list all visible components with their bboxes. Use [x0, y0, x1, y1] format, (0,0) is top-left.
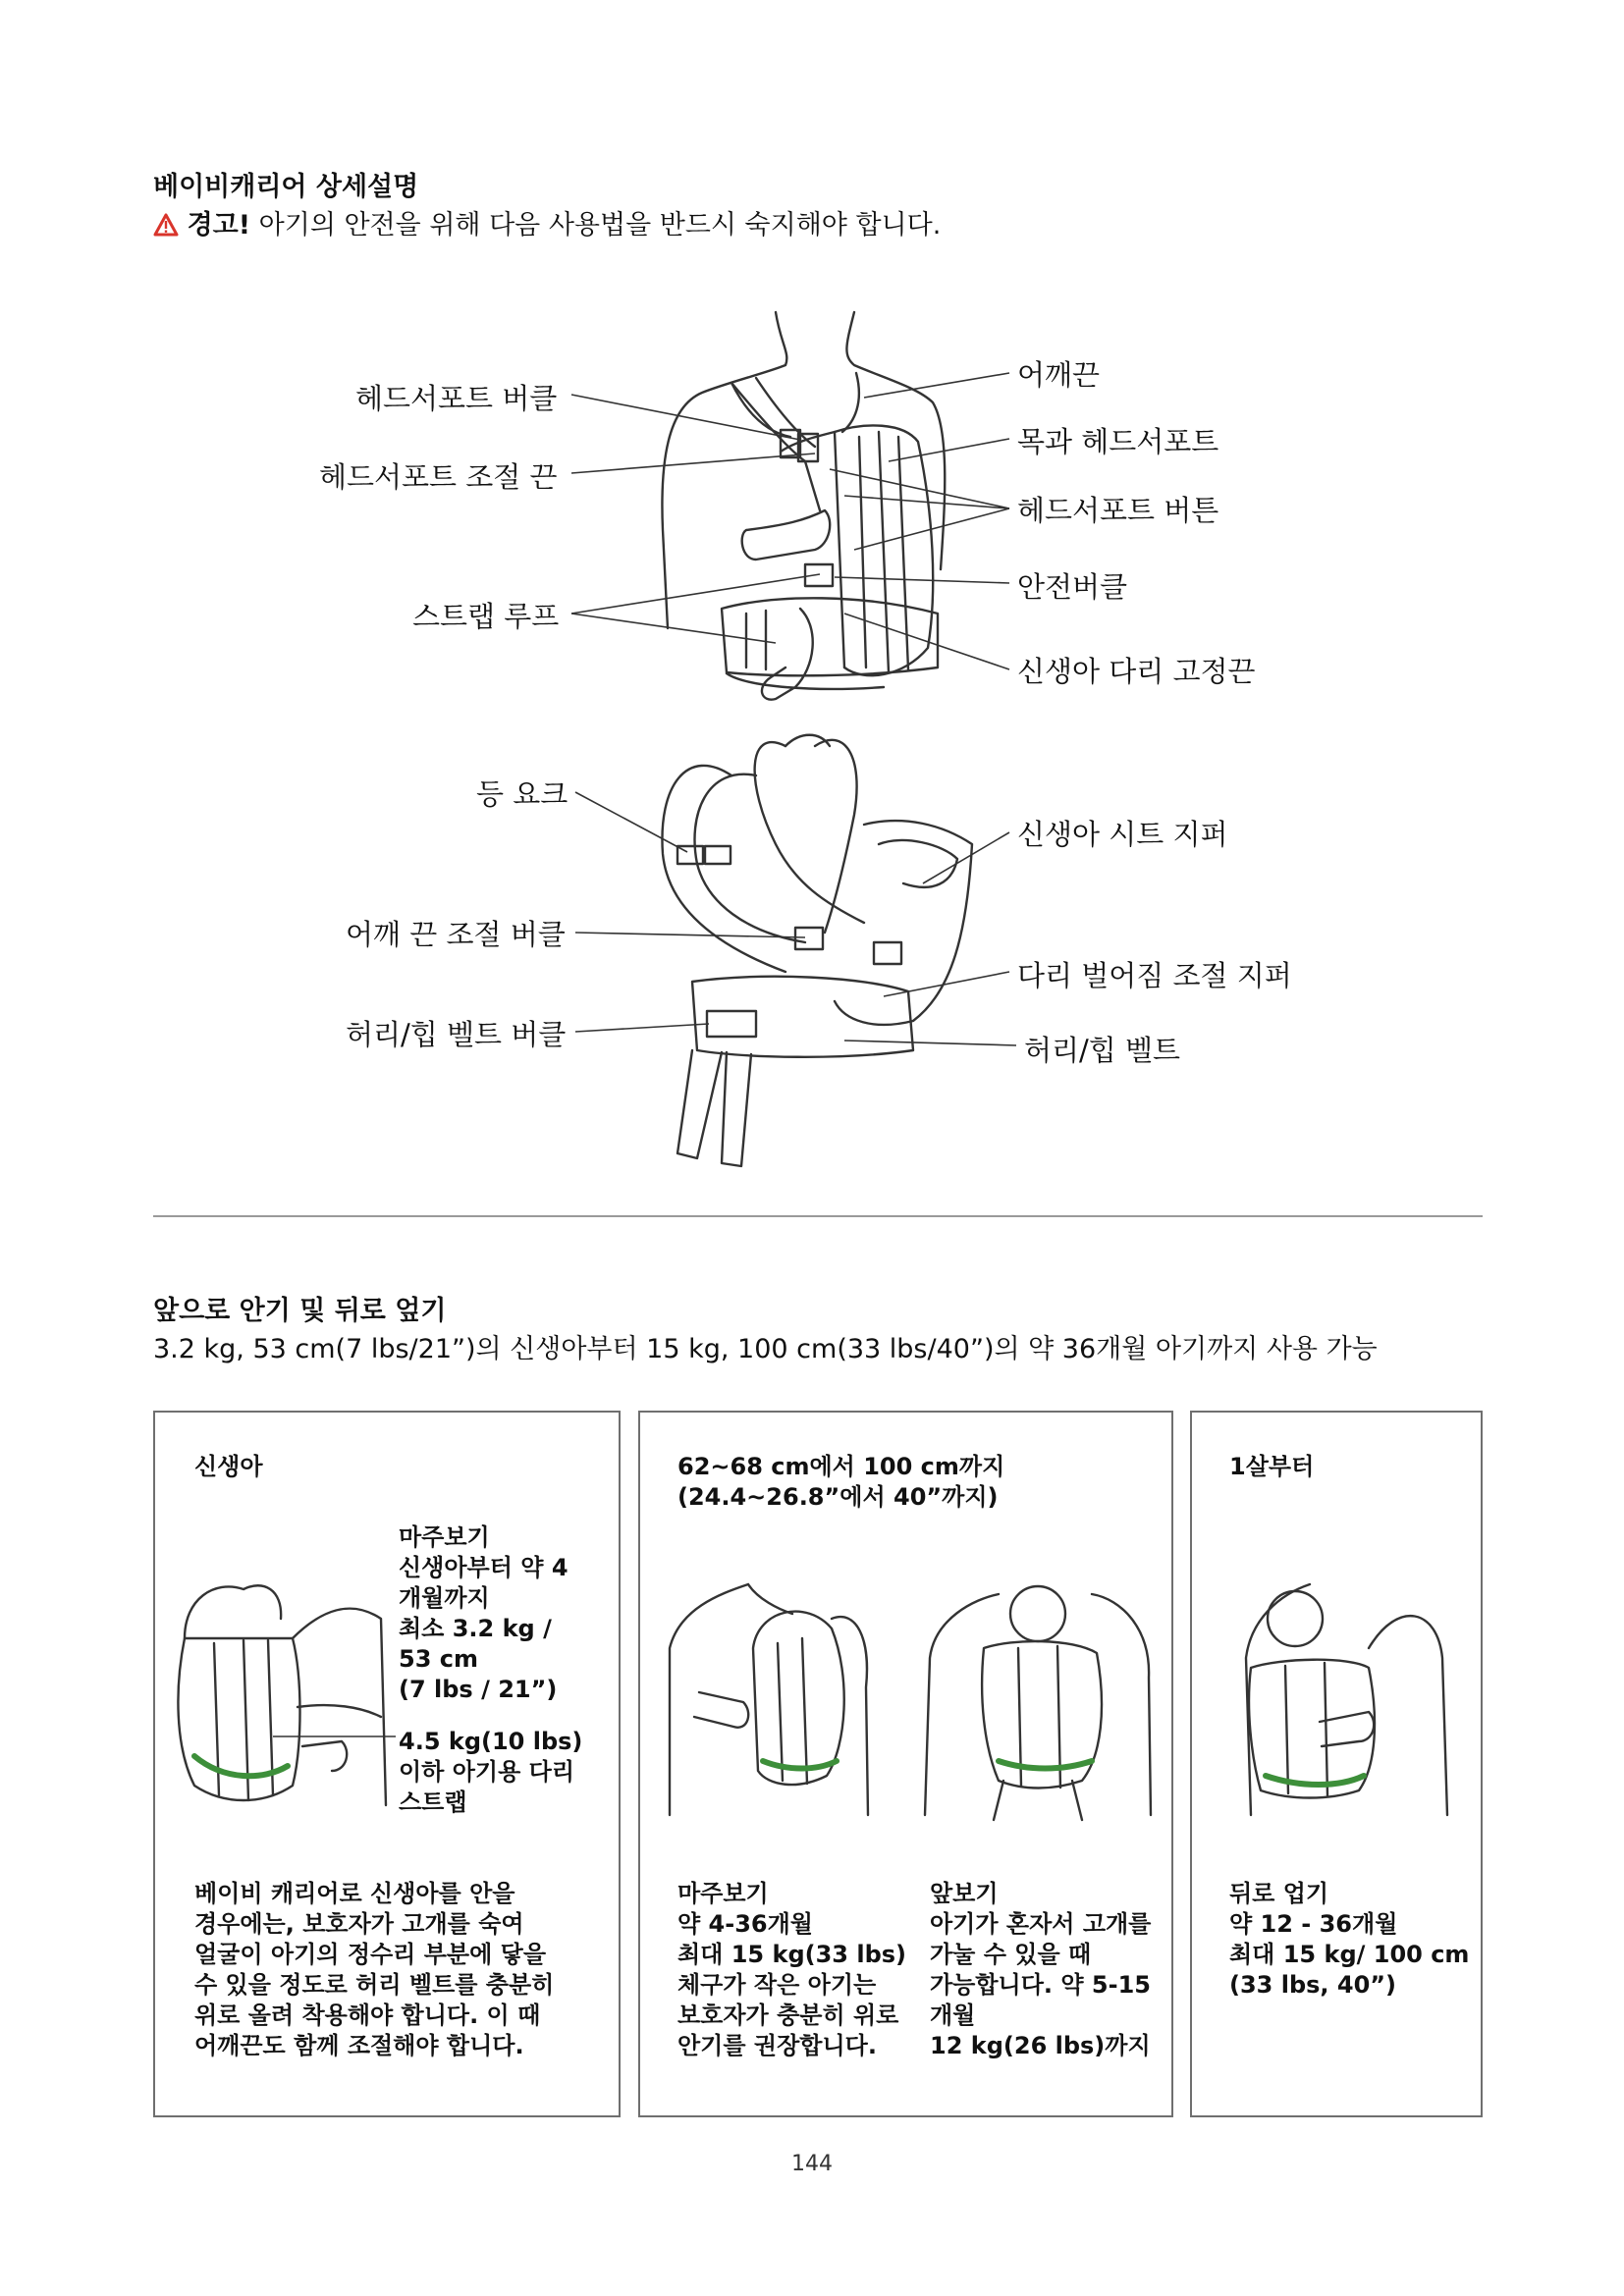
panel1-note-line: 얼굴이 아기의 정수리 부분에 닿을 — [194, 1941, 546, 1968]
front-carry-illustrations — [660, 1540, 1161, 1835]
label-waist-belt-buckle: 허리/힙 벨트 버클 — [346, 1018, 567, 1051]
panel1-strap-line: 이하 아기용 다리 — [399, 1758, 574, 1786]
label-newborn-seat-zipper: 신생아 시트 지퍼 — [1017, 818, 1228, 851]
panel3-line: 최대 15 kg/ 100 cm — [1229, 1941, 1470, 1968]
panel2-title-line: (24.4~26.8”에서 40”까지) — [677, 1483, 999, 1511]
panel3-line: (33 lbs, 40”) — [1229, 1971, 1397, 1999]
panel-front-carry — [638, 1411, 1173, 2117]
panel2-title-line: 62~68 cm에서 100 cm까지 — [677, 1453, 1005, 1480]
panel-back-carry — [1190, 1411, 1483, 2117]
label-shoulder-strap: 어깨끈 — [1017, 358, 1101, 392]
panel1-note-line: 베이비 캐리어로 신생아를 안을 — [194, 1880, 515, 1907]
panel2-col-a-line: 최대 15 kg(33 lbs) — [677, 1941, 907, 1968]
label-neck-headsupport: 목과 헤드서포트 — [1017, 425, 1219, 458]
panel2-col-a-heading: 마주보기 — [677, 1880, 769, 1907]
label-back-yoke: 등 요크 — [476, 777, 568, 811]
panel1-title: 신생아 — [194, 1453, 263, 1480]
panel1-strap-line: 스트랩 — [399, 1789, 467, 1816]
back-carry-illustration — [1231, 1540, 1467, 1835]
panel1-side-line: 53 cm — [399, 1645, 478, 1673]
label-headsupport-buckle: 헤드서포트 버클 — [355, 382, 558, 415]
label-safety-buckle: 안전버클 — [1017, 570, 1128, 604]
panel1-strap-line: 4.5 kg(10 lbs) — [399, 1728, 583, 1755]
carrier-back-illustration — [662, 735, 972, 1166]
front-carrier-illustration — [662, 312, 945, 700]
panel3-heading: 뒤로 업기 — [1229, 1880, 1329, 1907]
panel1-note-line: 위로 올려 착용해야 합니다. 이 때 — [194, 2002, 541, 2029]
label-waist-belt: 허리/힙 벨트 — [1024, 1034, 1181, 1067]
panel2-col-b-line: 12 kg(26 lbs)까지 — [930, 2032, 1151, 2059]
label-shoulder-adjust-buckle: 어깨 끈 조절 버클 — [346, 918, 566, 951]
warning-strong: 경고! — [187, 210, 251, 240]
section2-subtitle: 3.2 kg, 53 cm(7 lbs/21”)의 신생아부터 15 kg, 100 cm(33 lbs/40”)의 약 36개월 아기까지 사용 가능 — [153, 1334, 1378, 1364]
panel1-side-heading: 마주보기 — [399, 1523, 490, 1551]
panel2-col-a-line: 약 4-36개월 — [677, 1910, 813, 1938]
panel2-col-b-line: 개월 — [930, 2002, 976, 2029]
panel2-col-b-line: 아기가 혼자서 고개를 — [930, 1910, 1152, 1938]
panel1-note-line: 수 있을 정도로 허리 벨트를 충분히 — [194, 1971, 555, 1999]
panel2-col-b-heading: 앞보기 — [930, 1880, 999, 1907]
panel1-note-line: 어깨끈도 함께 조절해야 합니다. — [194, 2032, 524, 2059]
panel2-col-a-line: 안기를 권장합니다. — [677, 2032, 877, 2059]
label-strap-loop: 스트랩 루프 — [412, 600, 560, 633]
panel2-col-b-line: 가눌 수 있을 때 — [930, 1941, 1092, 1968]
panel2-col-a-line: 보호자가 충분히 위로 — [677, 2002, 899, 2029]
panel-newborn — [153, 1411, 621, 2117]
panel2-col-a-line: 체구가 작은 아기는 — [677, 1971, 877, 1999]
label-leg-width-zipper: 다리 벌어짐 조절 지퍼 — [1017, 959, 1292, 992]
panel1-side-line: (7 lbs / 21”) — [399, 1676, 558, 1703]
warning-text: 아기의 안전을 위해 다음 사용법을 반드시 숙지해야 합니다. — [258, 210, 942, 240]
label-newborn-leg-strap: 신생아 다리 고정끈 — [1017, 655, 1256, 688]
label-headsupport-button: 헤드서포트 버튼 — [1017, 494, 1219, 527]
panel2-col-b-line: 가능합니다. 약 5-15 — [930, 1971, 1151, 1999]
panel1-note-line: 경우에는, 보호자가 고개를 숙여 — [194, 1910, 524, 1938]
panel1-side-line: 최소 3.2 kg / — [399, 1615, 552, 1642]
label-headsupport-strap: 헤드서포트 조절 끈 — [319, 460, 558, 494]
page-number: 144 — [791, 2152, 833, 2176]
panel3-title: 1살부터 — [1229, 1453, 1315, 1480]
panel1-side-line: 개월까지 — [399, 1584, 490, 1612]
section1-heading: 베이비캐리어 상세설명 — [153, 172, 419, 202]
panel3-line: 약 12 - 36개월 — [1229, 1910, 1398, 1938]
section2-heading: 앞으로 안기 및 뒤로 엎기 — [153, 1296, 447, 1326]
panel1-side-line: 신생아부터 약 4 — [399, 1554, 568, 1581]
section-divider — [153, 1215, 1483, 1217]
newborn-carry-illustration — [165, 1560, 401, 1825]
